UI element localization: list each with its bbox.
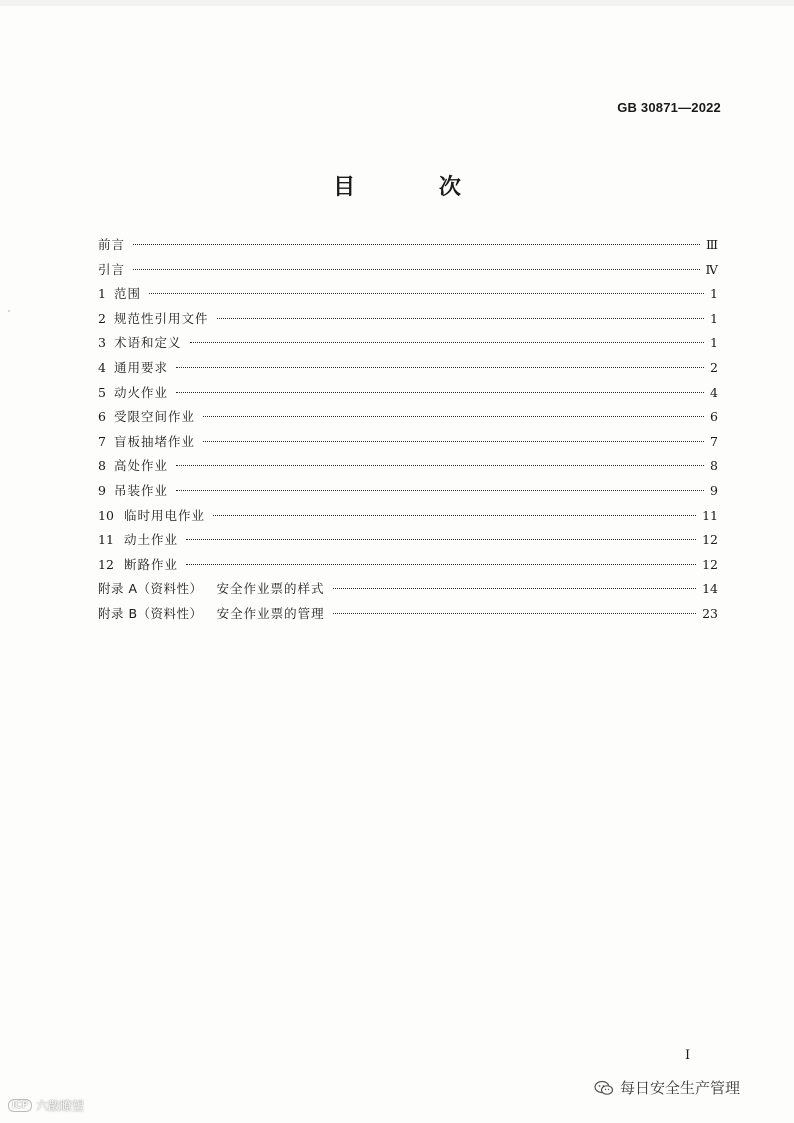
toc-leader-dots [213,515,696,516]
toc-item-page: 11 [702,507,718,523]
toc-item-number: 10 [98,507,114,523]
toc-leader-dots [190,342,704,343]
toc-item-page: 6 [710,409,718,425]
toc-item-page: 2 [710,359,718,375]
toc-item-label: 规范性引用文件 [114,310,209,326]
toc-item-page: 1 [710,286,718,302]
toc-item-number: 4 [98,359,106,375]
toc-item-label: 吊装作业 [114,482,169,498]
toc-item-label: 断路作业 [124,556,179,572]
toc-title: 目 次 [333,175,499,200]
toc-item-number: 2 [98,310,106,326]
toc-item-label: 术语和定义 [114,335,182,351]
toc-leader-dots [133,269,699,270]
toc-leader-dots [203,441,704,442]
toc-item-number: 8 [98,458,106,474]
toc-item-label: 临时用电作业 [124,507,206,523]
toc-leader-dots [333,613,697,614]
toc-item-number: 12 [98,556,114,572]
toc-leader-dots [186,539,696,540]
toc-item-number: 6 [98,409,106,425]
toc-item[interactable] [98,307,718,332]
toc-appendix-label: 附录 B（资料性） [98,605,203,621]
toc-leader-dots [176,490,704,491]
toc-appendix-label: 附录 A（资料性） [98,581,203,597]
toc-item-page: 12 [702,532,718,548]
toc-item[interactable] [98,504,718,529]
toc-item[interactable] [98,381,718,406]
toc-item[interactable] [98,356,718,381]
toc-item-label: 受限空间作业 [114,409,196,425]
toc-item-label: 安全作业票的样式 [216,581,325,597]
toc-item-page: 23 [702,605,718,621]
toc-item[interactable] [98,577,718,602]
toc-item-page: Ⅲ [705,237,718,252]
toc-item-label: 通用要求 [114,359,169,375]
toc-item-page: 12 [702,556,718,572]
toc-item[interactable] [98,602,718,627]
toc-item[interactable] [98,454,718,479]
site-watermark [8,1097,84,1114]
toc-item-label: 安全作业票的管理 [216,605,325,621]
toc-item-label: 范围 [114,286,142,302]
toc-item-page: 7 [710,433,718,449]
wechat-icon [594,1080,614,1096]
toc-item-page: 1 [710,310,718,326]
toc-item-number: 3 [98,335,106,351]
toc-item[interactable] [98,331,718,356]
watermark-badge: ICP [8,1099,32,1112]
toc-item-page: 1 [710,335,718,351]
wechat-watermark [594,1077,740,1098]
toc-item-number: 11 [98,532,114,548]
toc-item-page: 9 [710,482,718,498]
toc-item-label: 动土作业 [124,532,179,548]
toc-item-page: 4 [710,384,718,400]
toc-item-page: 14 [702,581,718,597]
scan-speck [8,310,10,312]
standard-code: GB 30871—2022 [617,100,721,115]
toc-item-label: 动火作业 [114,384,169,400]
toc-item-label: 高处作业 [114,458,169,474]
toc-item-label: 引言 [98,261,126,277]
toc-item[interactable] [98,430,718,455]
toc-item[interactable] [98,479,718,504]
toc-item-number: 7 [98,433,106,449]
page-number: Ⅰ [685,1048,691,1063]
toc-item-number: 1 [98,286,106,302]
toc-item-label: 前言 [98,237,126,252]
toc-leader-dots [149,293,704,294]
toc-item-number: 5 [98,384,106,400]
toc-item-page: 8 [710,458,718,474]
toc-item[interactable] [98,258,718,283]
toc-leader-dots [176,392,704,393]
toc-leader-dots [203,416,704,417]
toc-item[interactable] [98,282,718,307]
toc-item[interactable] [98,233,718,258]
toc-leader-dots [186,564,696,565]
toc-leader-dots [217,318,704,319]
toc-item-number: 9 [98,482,106,498]
watermark-account-name: 每日安全生产管理 [620,1079,741,1097]
toc-item-label: 盲板抽堵作业 [114,433,196,449]
toc-leader-dots [176,367,704,368]
toc-item-page: Ⅳ [705,261,718,277]
toc-leader-dots [333,588,697,589]
table-of-contents [98,233,718,627]
toc-leader-dots [176,465,704,466]
toc-item[interactable] [98,553,718,578]
toc-item[interactable] [98,528,718,553]
toc-item[interactable] [98,405,718,430]
watermark-site-name: 六散瞭望 [35,1099,84,1113]
toc-leader-dots [133,244,700,245]
scan-edge [0,0,794,6]
